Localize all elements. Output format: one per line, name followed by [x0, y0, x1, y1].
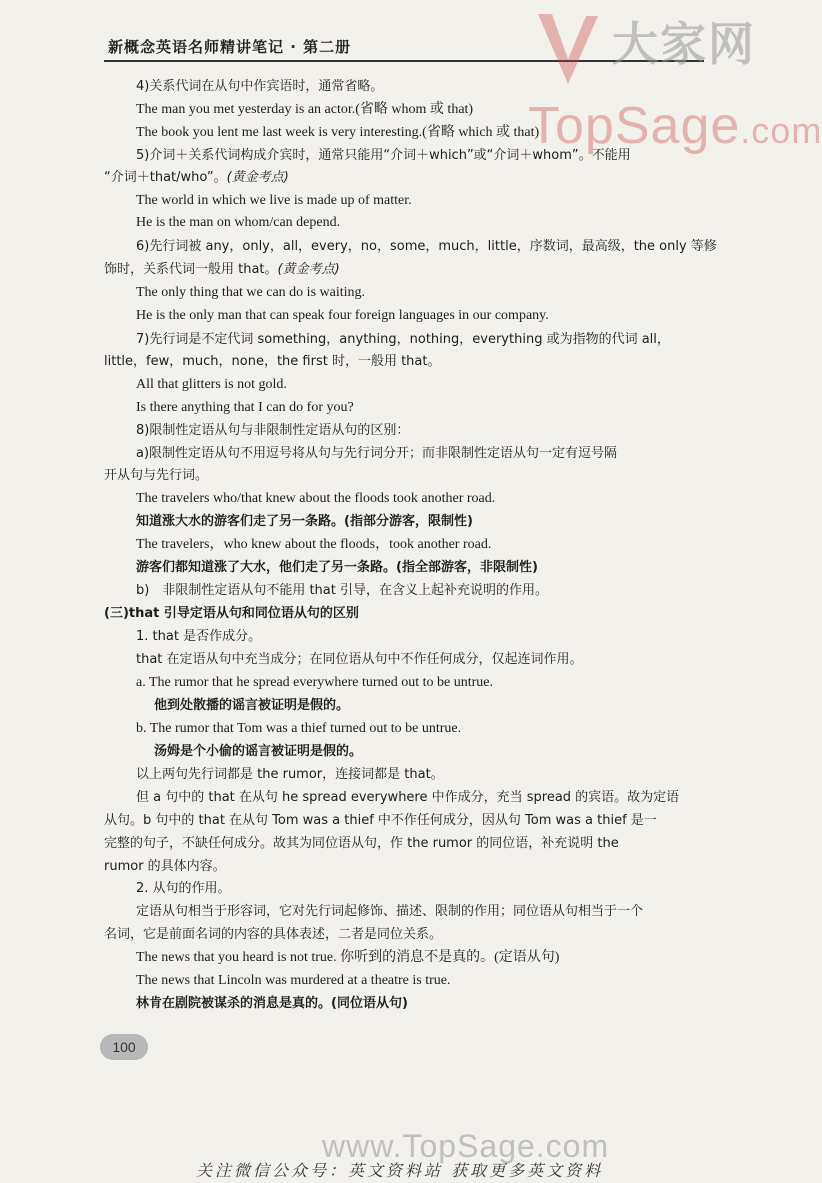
example-sentence: He is the man on whom/can depend. [136, 215, 341, 230]
text-line: 8)限制性定语从句与非限制性定语从句的区别： [136, 423, 410, 438]
text-line: 开从句与先行词。 [104, 468, 209, 483]
text-segment: “介词＋that/who”。 [104, 170, 227, 185]
translation-line: 汤姆是个小偷的谣言被证明是假的。 [154, 744, 363, 759]
example-sentence: All that glitters is not gold. [136, 377, 287, 392]
example-sentence: b. The rumor that Tom was a thief turned out to be untrue. [136, 721, 462, 736]
translation-line: 知道涨大水的游客们走了另一条路。(指部分游客，限制性) [136, 514, 473, 529]
text-line: 名词，它是前面名词的内容的具体表述，二者是同位关系。 [104, 927, 443, 942]
text-line [104, 169, 289, 187]
text-line: a)限制性定语从句不用逗号将从句与先行词分开；而非限制性定语从句一定有逗号隔 [136, 446, 618, 461]
section-heading: (三)that 引导定语从句和同位语从句的区别 [104, 606, 359, 621]
key-point-label: (黄金考点) [277, 262, 340, 277]
text-line: 5)介词＋关系代词构成介宾时，通常只能用“介词＋which”或“介词＋whom”。不能用 [136, 148, 631, 163]
example-sentence: The news that you heard is not true. 你听到的消息不是真的。(定语从句) [136, 950, 560, 965]
footer-note: 关注微信公众号：英文资料站 获取更多英文资料 [196, 1161, 604, 1180]
running-header-title: 新概念英语名师精讲笔记 · 第二册 [108, 38, 352, 56]
text-line: 完整的句子，不缺任何成分。故其为同位语从句，作 the rumor 的同位语，补充说明 the [104, 836, 619, 851]
example-sentence: The only thing that we can do is waiting. [136, 285, 366, 300]
example-sentence: He is the only man that can speak four foreign languages in our company. [136, 308, 549, 323]
text-line [104, 261, 340, 279]
text-line: 4)关系代词在从句中作宾语时，通常省略。 [136, 79, 384, 94]
text-line: 2. 从句的作用。 [136, 881, 231, 896]
text-line: 但 a 句中的 that 在从句 he spread everywhere 中作成分，充当 spread 的宾语。故为定语 [136, 790, 680, 805]
translation-line: 游客们都知道涨了大水，他们走了另一条路。(指全部游客，非限制性) [136, 560, 538, 575]
example-sentence: Is there anything that I can do for you? [136, 400, 354, 415]
example-sentence: The travelers who/that knew about the floods took another road. [136, 491, 496, 506]
text-line: 6)先行词被 any，only，all，every，no，some，much，little，序数词，最高级，the only 等修 [136, 239, 717, 254]
text-line: b) 非限制性定语从句不能用 that 引导，在含义上起补充说明的作用。 [136, 583, 548, 598]
watermark-topsage-name: TopSage [528, 97, 741, 155]
text-line: rumor 的具体内容。 [104, 859, 226, 874]
text-line: 以上两句先行词都是 the rumor，连接词都是 that。 [136, 767, 444, 782]
watermark-red-mark [528, 4, 608, 94]
text-line: 1. that 是否作成分。 [136, 629, 262, 644]
example-sentence: The world in which we live is made up of matter. [136, 193, 412, 208]
text-line: that 在定语从句中充当成分；在同位语从句中不作任何成分，仅起连词作用。 [136, 652, 583, 667]
translation-line: 林肯在剧院被谋杀的消息是真的。(同位语从句) [136, 996, 408, 1011]
watermark-brand-cn: 大家网 [612, 17, 756, 71]
watermark-topsage-suffix: .com [740, 110, 822, 151]
example-sentence: The man you met yesterday is an actor.(省略 whom 或 that) [136, 102, 474, 117]
example-sentence: The book you lent me last week is very interesting.(省略 which 或 that) [136, 125, 540, 140]
page-number: 100 [100, 1034, 148, 1060]
example-sentence: The news that Lincoln was murdered at a theatre is true. [136, 973, 451, 988]
text-line: 从句。b 句中的 that 在从句 Tom was a thief 中不作任何成分，因从句 Tom was a thief 是一 [104, 813, 657, 828]
text-line: little，few，much，none，the first 时，一般用 that。 [104, 354, 441, 369]
example-sentence: a. The rumor that he spread everywhere turned out to be untrue. [136, 675, 493, 690]
text-line: 7)先行词是不定代词 something，anything，nothing，everything 或为指物的代词 all， [136, 332, 670, 347]
watermark-topsage-bottom: www.TopSage.com [322, 1128, 610, 1164]
text-segment: 饰时，关系代词一般用 that。 [104, 262, 278, 277]
example-sentence: The travelers，who knew about the floods，took another road. [136, 537, 492, 552]
translation-line: 他到处散播的谣言被证明是假的。 [154, 698, 350, 713]
key-point-label: (黄金考点) [226, 170, 289, 185]
text-line: 定语从句相当于形容词，它对先行词起修饰、描述、限制的作用；同位语从句相当于一个 [136, 904, 644, 919]
